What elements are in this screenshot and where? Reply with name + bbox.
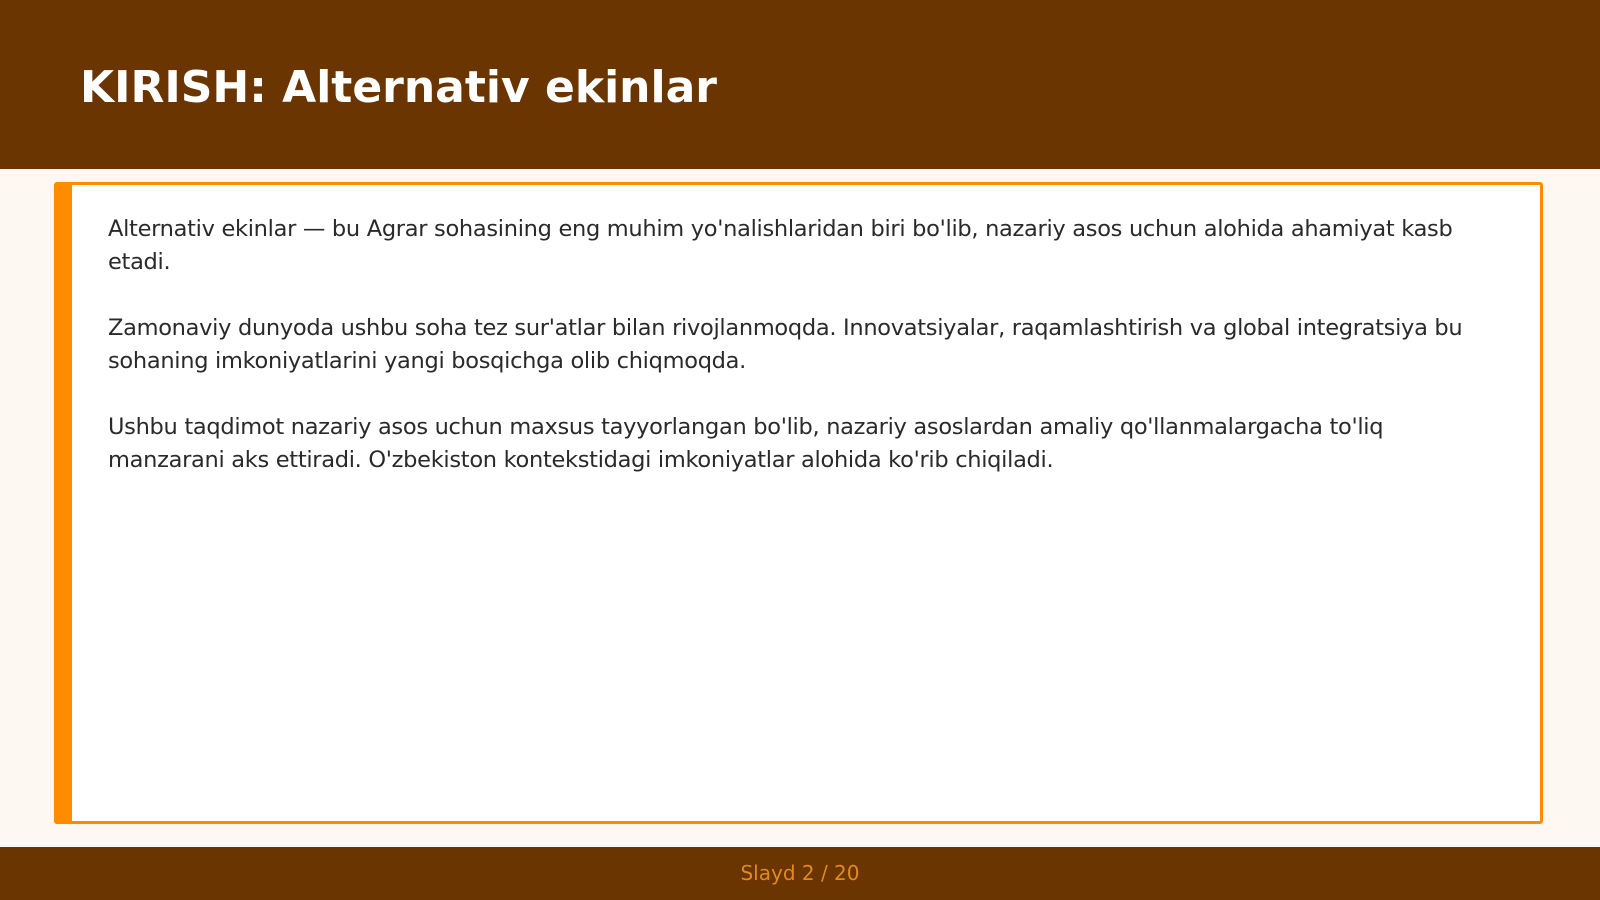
slide-title: KIRISH: Alternativ ekinlar <box>80 62 717 113</box>
slide-page-number: Slayd 2 / 20 <box>740 861 860 885</box>
slide-footer <box>0 847 1600 900</box>
content-box <box>54 182 1543 824</box>
presentation-purpose-paragraph: Ushbu taqdimot nazariy asos uchun maxsus tayyorlangan bo'lib, nazariy asoslardan amaliy qo'llanmalargacha to'liq manzarani aks ettiradi. O'zbekiston kontekstidagi imkoniyatlar alohida ko'rib chiqiladi. <box>108 414 1384 473</box>
intro-paragraph: Alternativ ekinlar — bu Agrar sohasining eng muhim yo'nalishlaridan biri bo'lib, nazariy asos uchun alohida ahamiyat kasb etadi. <box>108 216 1453 275</box>
content-body <box>108 213 1503 510</box>
modern-world-paragraph: Zamonaviy dunyoda ushbu soha tez sur'atlar bilan rivojlanmoqda. Innovatsiyalar, raqamlashtirish va global integratsiya bu sohaning imkoniyatlarini yangi bosqichga olib chiqmoqda. <box>108 315 1463 374</box>
slide-header <box>0 0 1600 169</box>
